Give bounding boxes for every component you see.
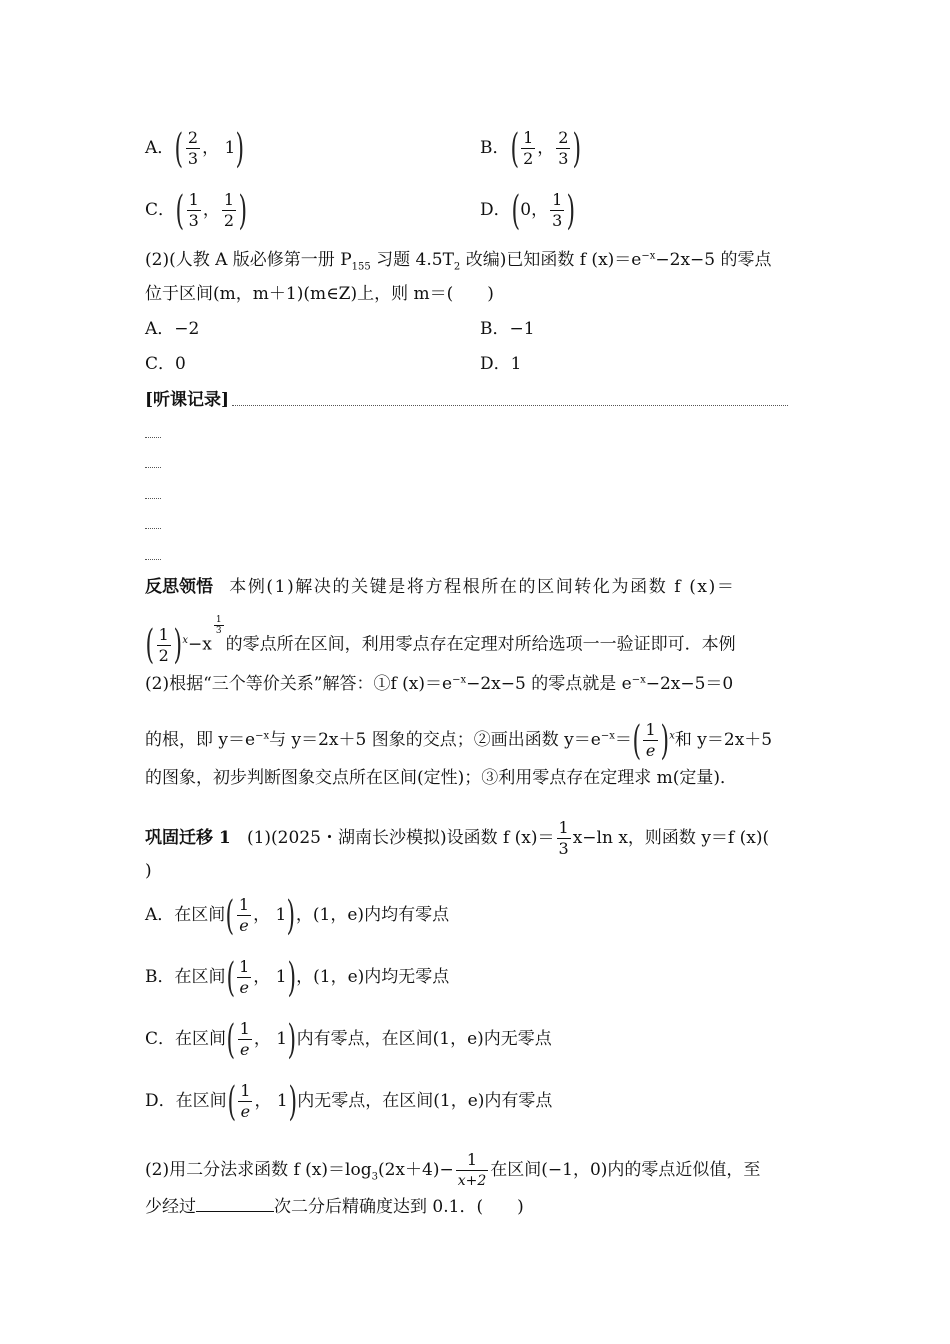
text: 内无零点，在区间(1，e)内有零点 [297, 1091, 553, 1111]
right-paren: ) [286, 892, 296, 939]
denominator: e [240, 1102, 251, 1121]
text: 内有零点，在区间(1，e)内无零点 [296, 1029, 552, 1049]
fraction [187, 190, 201, 231]
text: A．在区间 [145, 905, 226, 925]
option-b [480, 125, 582, 172]
q2-option-b: B．−1 [480, 319, 535, 339]
subscript: 155 [351, 261, 371, 273]
superscript: −x [255, 730, 270, 742]
fraction [521, 128, 535, 169]
right-paren: ) [660, 717, 669, 764]
numerator: 1 [239, 1019, 250, 1038]
denominator: 2 [523, 149, 534, 168]
text: 本例(1)解决的关键是将方程根所在的区间转化为函数 f (x)＝ [229, 577, 736, 597]
reflection-line-4 [145, 717, 773, 764]
denominator: 3 [558, 839, 569, 858]
right-paren: ) [287, 954, 296, 1001]
practice-title: 巩固迁移 1 [145, 828, 231, 848]
practice-line-1 [145, 818, 769, 859]
numerator: 1 [158, 624, 169, 644]
fraction [186, 128, 200, 169]
numerator: 1 [238, 895, 250, 914]
text: 在区间(−1，0)内的零点近似值，至 [490, 1160, 761, 1180]
right-paren: ) [288, 1078, 297, 1125]
practice-option-d [145, 1078, 553, 1125]
fraction [237, 895, 251, 936]
left-paren: ( [174, 125, 184, 172]
subscript: 2 [453, 261, 461, 273]
text: ，(1，e)内均无零点 [296, 967, 450, 987]
reflection-title: 反思领悟 [145, 577, 213, 597]
denominator: e [239, 1040, 250, 1059]
separator: ， [254, 1091, 272, 1111]
numerator: 2 [558, 128, 569, 147]
q2-option-c: C．0 [145, 354, 186, 374]
practice-option-a [145, 892, 450, 939]
denominator: e [239, 916, 249, 935]
numerator: 1 [240, 1081, 251, 1100]
text: D．在区间 [145, 1091, 227, 1111]
separator: ， [537, 138, 555, 158]
left-paren: ( [511, 187, 520, 234]
notes-line[interactable] [145, 498, 161, 499]
separator: ， [202, 138, 220, 158]
question-2-line-1 [145, 248, 772, 272]
separator: ， [202, 200, 220, 220]
option-d-label: D． [480, 200, 511, 220]
fraction [456, 1150, 489, 1191]
denominator: x+2 [457, 1173, 487, 1189]
left-paren: ( [632, 717, 641, 764]
denominator: 3 [558, 149, 569, 168]
left-paren: ( [510, 125, 519, 172]
q2-option-d: D．1 [480, 354, 522, 374]
text: 次二分后精确度达到 0.1．( ) [274, 1197, 524, 1217]
value: 1 [275, 905, 287, 925]
question-last-line-2 [145, 1195, 524, 1219]
numerator: 1 [188, 190, 199, 209]
text: x−ln x，则函数 y＝f (x)( [572, 828, 770, 848]
numerator: 1 [523, 128, 534, 147]
superscript: −x [641, 250, 656, 262]
text: (2)用二分法求函数 f (x)＝log [145, 1160, 372, 1180]
reflection-line-5: 的图象，初步判断图象交点所在区间(定性)；③利用零点存在定理求 m(定量)． [145, 768, 738, 788]
superscript: x [182, 635, 189, 646]
left-paren: ( [226, 954, 235, 1001]
text: ，(1，e)内均有零点 [295, 905, 450, 925]
option-b-label: B． [480, 138, 510, 158]
right-paren: ) [238, 187, 248, 234]
text: (2)根据“三个等价关系”解答：①f (x)＝e [145, 674, 453, 694]
text: 改编)已知函数 f (x)＝e [460, 250, 642, 270]
fraction [222, 190, 236, 231]
option-c-label: C． [145, 200, 176, 220]
numerator: 1 [215, 615, 222, 625]
text: (2)(人教 A 版必修第一册 P [145, 250, 352, 270]
value: 0 [520, 200, 532, 220]
option-a-label: A． [145, 138, 175, 158]
notes-line[interactable] [145, 437, 161, 438]
denominator: 2 [223, 211, 234, 230]
right-paren: ) [566, 187, 576, 234]
right-paren: ) [572, 125, 582, 172]
text: ＝ [614, 730, 632, 750]
notes-line[interactable] [145, 559, 161, 560]
denominator: 3 [552, 211, 563, 230]
denominator: e [239, 978, 249, 997]
denominator: 3 [187, 149, 199, 168]
numerator: 1 [558, 818, 569, 837]
fraction [550, 190, 564, 231]
text: (1)(2025・湖南长沙模拟)设函数 f (x)＝ [246, 828, 555, 848]
superscript: x [669, 730, 675, 742]
notes-label: [听课记录] [145, 390, 230, 410]
superscript: −x [452, 674, 467, 686]
option-a [145, 125, 245, 172]
denominator: e [645, 741, 656, 760]
option-c [145, 187, 248, 234]
numerator: 1 [239, 957, 250, 976]
reflection-line-3 [145, 672, 733, 696]
left-paren: ( [145, 622, 155, 669]
left-paren: ( [175, 187, 185, 234]
text: −2x−5 的零点就是 e [466, 674, 632, 694]
notes-line[interactable] [145, 467, 161, 468]
text: (2x＋4)− [377, 1160, 454, 1180]
denominator: 3 [215, 626, 222, 636]
numerator: 1 [552, 190, 563, 209]
text: 和 y＝2x＋5 [674, 730, 773, 750]
numerator: 1 [223, 190, 234, 209]
numerator: 1 [645, 720, 656, 739]
superscript-fraction [212, 615, 226, 646]
separator: ， [253, 905, 271, 925]
numerator: 1 [456, 1150, 489, 1171]
left-paren: ( [225, 892, 235, 939]
reflection-line-2 [145, 615, 736, 669]
separator: ， [253, 967, 271, 987]
notes-line[interactable] [145, 528, 161, 529]
denominator: 3 [188, 211, 199, 230]
right-paren: ) [235, 125, 245, 172]
text: 的零点所在区间，利用零点存在定理对所给选项一一验证即可．本例 [225, 634, 736, 655]
reflection-line-1 [145, 575, 735, 599]
value: 1 [276, 1029, 288, 1049]
text: 习题 4.5T [370, 250, 454, 270]
text: B．在区间 [145, 967, 226, 987]
superscript: −x [600, 730, 615, 742]
practice-option-b [145, 954, 450, 1001]
answer-blank[interactable] [196, 1195, 274, 1212]
separator: ， [531, 200, 549, 220]
question-2-line-2: 位于区间(m，m＋1)(m∈Z)上，则 m＝( ) [145, 284, 494, 304]
subscript: 3 [371, 1171, 378, 1183]
text: C．在区间 [145, 1029, 227, 1049]
fraction [157, 625, 171, 666]
question-last-line-1 [145, 1150, 760, 1191]
q2-option-a: A．−2 [145, 319, 200, 339]
text: 与 y＝2x＋5 图象的交点；②画出函数 y＝e [269, 730, 601, 750]
fraction [556, 128, 570, 169]
option-d [480, 187, 576, 234]
left-paren: ( [227, 1078, 236, 1125]
fraction [238, 1019, 252, 1060]
practice-option-c [145, 1016, 552, 1063]
text: −2x−5＝0 [645, 674, 734, 694]
fraction [237, 957, 251, 998]
fraction [557, 818, 571, 859]
practice-line-2: ) [145, 861, 152, 881]
right-paren: ) [287, 1016, 297, 1063]
value: 1 [276, 1091, 288, 1111]
right-paren: ) [173, 622, 182, 669]
text: 少经过 [145, 1197, 196, 1217]
denominator: 2 [158, 645, 169, 665]
text: −2x−5 的零点 [655, 250, 772, 270]
fraction [238, 1081, 252, 1122]
superscript: −x [631, 674, 646, 686]
value: 1 [224, 138, 236, 158]
left-paren: ( [226, 1016, 236, 1063]
numerator: 2 [187, 128, 199, 147]
fraction [643, 720, 657, 761]
notes-line[interactable] [232, 405, 788, 406]
value: 1 [275, 967, 287, 987]
text: 的根，即 y＝e [145, 730, 256, 750]
separator: ， [253, 1029, 271, 1049]
text: −x [188, 634, 212, 655]
